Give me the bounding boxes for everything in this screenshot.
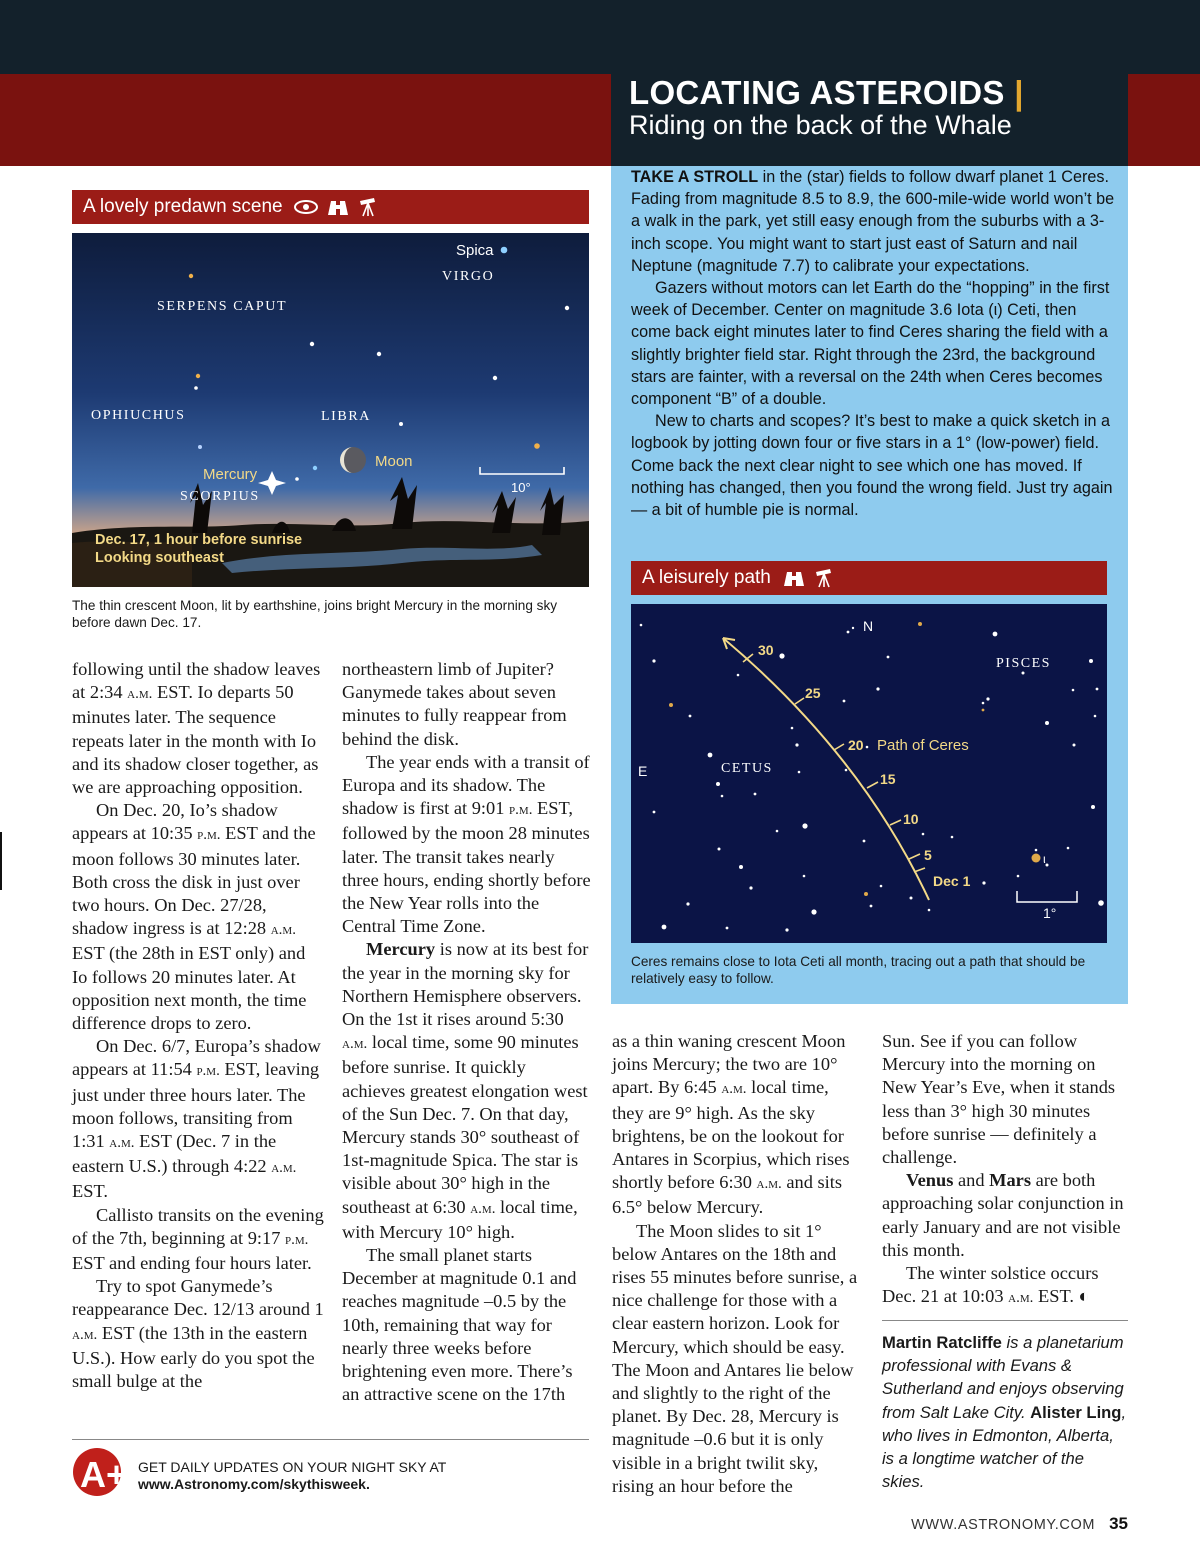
telescope-icon	[813, 567, 835, 589]
bio-divider	[882, 1320, 1128, 1321]
label-map-scale: 1°	[1043, 905, 1057, 921]
col3-paragraph: as a thin waning crescent Moon joins Mercury; the two are 10° apart. By 6:45 a.m. local time, they are 9° high. As the sky brightens, be on the lookout for Antares in Scorpius, which rises shortly before 6:30 a.m. and sits 6.5° below Mercury.	[612, 1031, 850, 1218]
date-dec1: Dec 1	[933, 873, 971, 889]
label-ophiuchus: OPHIUCHUS	[91, 408, 186, 423]
author-bio: Martin Ratcliffe is a planetarium professional with Evans & Sutherland and enjoys observing from Salt Lake City. Alister Ling, who lives in Edmonton, Alberta, is a longtime watcher of the skies.	[882, 1333, 1127, 1492]
iota-ceti-star	[1032, 854, 1041, 863]
binoculars-icon	[781, 568, 807, 588]
promo-text	[138, 1459, 446, 1493]
moon-crescent	[340, 447, 366, 473]
note-direction: Looking southeast	[95, 550, 224, 566]
sidebar-paragraph-1: in the (star) fields to follow dwarf planet 1 Ceres. Fading from magnitude 8.5 to 8.9, the 600-mile-wide world won’t be a walk in the park, yet still easy enough from the suburbs with a 3-inch scope. You might want to start just east of Saturn and nail Neptune (magnitude 7.7) to calibrate your expectations.	[631, 168, 1115, 275]
ceres-heading-label: A leisurely path	[642, 567, 771, 588]
eye-icon	[293, 199, 319, 215]
predawn-heading	[72, 190, 589, 224]
date-20: 20	[848, 737, 864, 753]
label-libra: LIBRA	[321, 409, 371, 424]
top-bar	[0, 0, 1200, 74]
page-number: 35	[1109, 1514, 1128, 1533]
page-footer	[911, 1514, 1128, 1534]
promo-line-1: GET DAILY UPDATES ON YOUR NIGHT SKY AT	[138, 1459, 447, 1475]
col1-paragraph: following until the shadow leaves at 2:34 a.m. EST. Io departs 50 minutes later. The sequence repeats later in the month with Io and its shadow closer together, as we are approaching opposition.	[72, 659, 321, 798]
telescope-icon	[357, 196, 379, 218]
label-virgo: VIRGO	[442, 269, 495, 284]
label-east: E	[638, 763, 648, 779]
label-scorpius: SCORPIUS	[180, 489, 260, 504]
svg-text:A+: A+	[80, 1454, 128, 1495]
label-serpens-caput: SERPENS CAPUT	[157, 299, 288, 314]
note-date: Dec. 17, 1 hour before sunrise	[95, 532, 303, 548]
col3-paragraph: The Moon slides to sit 1° below Antares on the 18th and rises 55 minutes before sunrise, a nice challenge for those with a clear eastern horizon. Look for Mercury, which should be easy. The Moon and Antares lie below and slightly to the right of the planet. By Dec. 28, Mercury is magnitude –0.6 but it is only visible in a bright twilit sky, rising an hour before the	[612, 1220, 858, 1496]
col1-paragraph: Callisto transits on the evening of the 7th, beginning at 9:17 p.m. EST and ending four hours later.	[72, 1204, 324, 1274]
body-column-4	[882, 1030, 1128, 1310]
astronomy-logo	[72, 1447, 128, 1497]
label-north: N	[863, 618, 874, 634]
sidebar-body	[631, 166, 1115, 521]
feature-title: LOCATING ASTEROIDS |	[629, 74, 1024, 111]
ceres-star-map	[631, 604, 1107, 943]
col1-paragraph: On Dec. 20, Io’s shadow appears at 10:35 p.m. EST and the moon follows 30 minutes later. Both cross the disk in just over two hours. On Dec. 27/28, shadow ingress is at 12:28 a.m. EST (the 28th in EST only) and Io follows 20 minutes later. At opposition next month, the time difference drops to zero.	[72, 800, 316, 1034]
label-mercury: Mercury	[203, 466, 258, 483]
body-column-2	[342, 658, 592, 1407]
date-25: 25	[805, 685, 821, 701]
label-iota: ι	[1043, 852, 1046, 866]
body-column-3	[612, 1030, 864, 1498]
date-30: 30	[758, 642, 774, 658]
feature-subtitle: Riding on the back of the Whale	[629, 110, 1012, 140]
body-column-1	[72, 658, 324, 1393]
sidebar-paragraph-3: New to charts and scopes? It’s best to make a quick sketch in a logbook by jotting down four or five stars in a 1° (low-power) field. Come back the next clear night to see which one has moved. If nothing has changed, then you found the wrong field. Just try again — a bit of humble pie is normal.	[631, 412, 1113, 520]
label-scale-10: 10°	[511, 480, 531, 495]
label-pisces: PISCES	[996, 656, 1051, 671]
date-10: 10	[903, 811, 919, 827]
date-15: 15	[880, 771, 896, 787]
col2-paragraph: The year ends with a transit of Europa and its shadow. The shadow is first at 9:01 p.m. EST, followed by the moon 28 minutes later. The transit takes nearly three hours, ending shortly before the New Year rolls into the Central Time Zone.	[342, 751, 591, 937]
binoculars-icon	[325, 197, 351, 217]
col1-paragraph: Try to spot Ganymede’s reappearance Dec. 12/13 around 1 a.m. EST (the 13th in the eastern U.S.). How early do you spot the small bulge at the	[72, 1276, 324, 1392]
footer-site: WWW.ASTRONOMY.COM	[911, 1517, 1096, 1533]
ceres-caption: Ceres remains close to Iota Ceti all month, tracing out a path that should be relatively easy to follow.	[631, 954, 1086, 986]
label-spica: Spica	[456, 242, 494, 259]
lead-in: TAKE A STROLL	[631, 168, 759, 186]
sidebar-paragraph-2: Gazers without motors can let Earth do the “hopping” in the first week of December. Center on magnitude 3.6 Iota (ι) Ceti, then come back eight minutes later to find Ceres sharing the field with a slightly brighter field star. Right through the 23rd, the background stars are fainter, with a reversal on the 24th when Ceres becomes component “B” of a double.	[631, 279, 1110, 409]
title-bar-mark: |	[1014, 74, 1024, 111]
col4-paragraph: Venus and Mars are both approaching solar conjunction in early January and are not visible this month.	[882, 1170, 1124, 1260]
predawn-sky-illustration	[72, 233, 589, 587]
promo-divider	[72, 1439, 589, 1440]
col1-paragraph: On Dec. 6/7, Europa’s shadow appears at 11:54 p.m. EST, leaving just under three hours later. The moon follows, transiting from 1:31 a.m. EST (Dec. 7 in the eastern U.S.) through 4:22 a.m. EST.	[72, 1036, 321, 1202]
label-path-of-ceres: Path of Ceres	[877, 737, 969, 754]
margin-mark	[0, 832, 2, 890]
label-moon: Moon	[375, 453, 413, 470]
col4-paragraph: The winter solstice occurs Dec. 21 at 10:03 a.m. EST. ◐	[882, 1263, 1099, 1307]
predawn-caption: The thin crescent Moon, lit by earthshine, joins bright Mercury in the morning sky before dawn Dec. 17.	[72, 598, 558, 630]
promo-link[interactable]: www.Astronomy.com/skythisweek.	[138, 1476, 370, 1492]
date-5: 5	[924, 847, 932, 863]
col4-paragraph: Sun. See if you can follow Mercury into the morning on New Year’s Eve, when it stands less than 3° high 30 minutes before sunrise — definitely a challenge.	[882, 1031, 1116, 1168]
col2-paragraph: northeastern limb of Jupiter? Ganymede takes about seven minutes to fully reappear from behind the disk.	[342, 659, 567, 749]
predawn-heading-label: A lovely predawn scene	[83, 196, 283, 217]
col2-paragraph: Mercury is now at its best for the year in the morning sky for Northern Hemisphere observers. On the 1st it rises around 5:30 a.m. local time, some 90 minutes before sunrise. It quickly achieves greatest elongation west of the Sun Dec. 7. On that day, Mercury stands 30° southeast of 1st-magnitude Spica. The star is visible about 30° high in the southeast at 6:30 a.m. local time, with Mercury 10° high.	[342, 939, 589, 1242]
ceres-heading	[631, 561, 1107, 595]
feature-title-box	[611, 74, 1128, 166]
label-cetus: CETUS	[721, 761, 773, 776]
col2-paragraph: The small planet starts December at magnitude 0.1 and reaches magnitude –0.5 by the 10th, remaining that way for nearly three weeks before brightening even more. There’s an attractive scene on the 17th	[342, 1245, 577, 1405]
